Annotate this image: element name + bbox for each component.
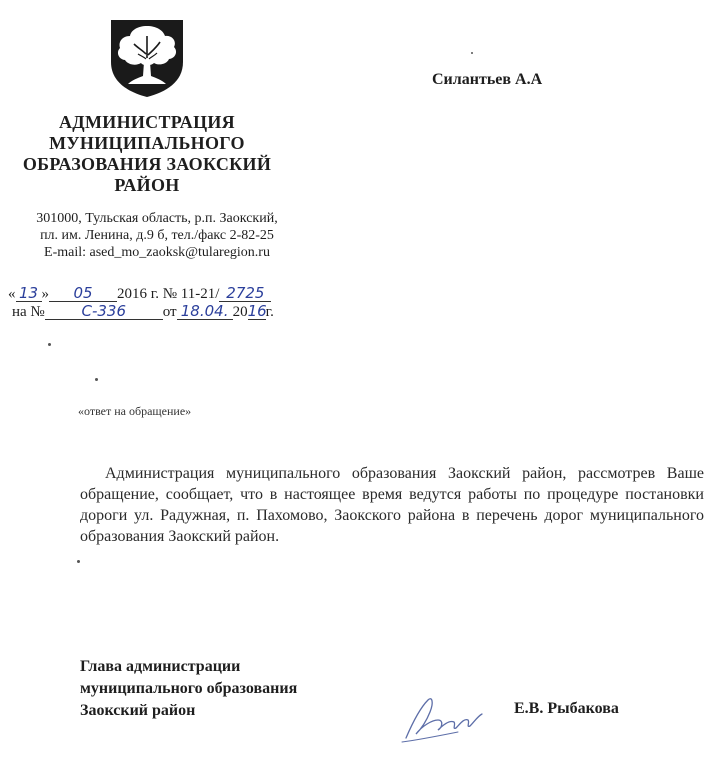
tree-coat-of-arms-icon: [108, 18, 186, 98]
handwritten-reference-date: 18.04.: [177, 303, 233, 320]
year-and-number-label: 2016 г. № 11-21/: [117, 286, 220, 302]
org-line: РАЙОН: [114, 175, 180, 195]
reference-year-suffix: г.: [265, 304, 274, 320]
reference-year-prefix: 20: [232, 304, 248, 320]
reference-number-label: на №: [12, 304, 45, 320]
signer-title-line: Заокский район: [80, 702, 196, 719]
org-line: АДМИНИСТРАЦИЯ: [59, 112, 235, 132]
scan-speck: [48, 343, 51, 346]
address-line: E-mail: ased_mo_zaoksk@tularegion.ru: [44, 245, 270, 260]
scan-speck: [77, 560, 80, 563]
scan-speck: [95, 378, 98, 381]
handwritten-day: 13: [16, 285, 42, 302]
handwritten-reference-year: 16: [247, 302, 267, 320]
outgoing-registration-line: [8, 285, 271, 303]
signer-title-line: Глава администрации: [80, 658, 241, 675]
open-quote: «: [8, 286, 16, 302]
organization-name: [8, 112, 286, 196]
signer-title: [80, 656, 297, 722]
letter-subject: «ответ на обращение»: [78, 404, 192, 418]
address-line: 301000, Тульская область, р.п. Заокский,: [36, 211, 278, 226]
address-line: пл. им. Ленина, д.9 б, тел./факс 2-82-25: [40, 228, 274, 243]
letter-body-paragraph: Администрация муниципального образования Заокский район, рассмотрев Ваше обращение, сообщает, что в настоящее время ведутся работы по процедуре постановки дороги ул. Радужная, п. Пахомово, Заокского района в перечень дорог муниципального образования Заокский район.: [80, 465, 704, 545]
org-line: МУНИЦИПАЛЬНОГО: [49, 133, 245, 153]
signer-name: Е.В. Рыбакова: [514, 700, 619, 717]
scan-speck: [471, 52, 473, 54]
close-quote: »: [41, 286, 49, 302]
organization-address: [8, 210, 306, 261]
handwritten-reference-number: С-336: [45, 303, 163, 320]
recipient-name: Силантьев А.А: [432, 71, 543, 88]
handwritten-month: 05: [49, 285, 117, 302]
org-line: ОБРАЗОВАНИЯ ЗАОКСКИЙ: [22, 154, 272, 174]
handwritten-outgoing-number: 2725: [219, 285, 271, 302]
reference-date-label: от: [162, 304, 177, 320]
incoming-reference-line: [12, 303, 274, 321]
signer-title-line: муниципального образования: [80, 680, 298, 697]
handwritten-signature: [398, 690, 486, 746]
